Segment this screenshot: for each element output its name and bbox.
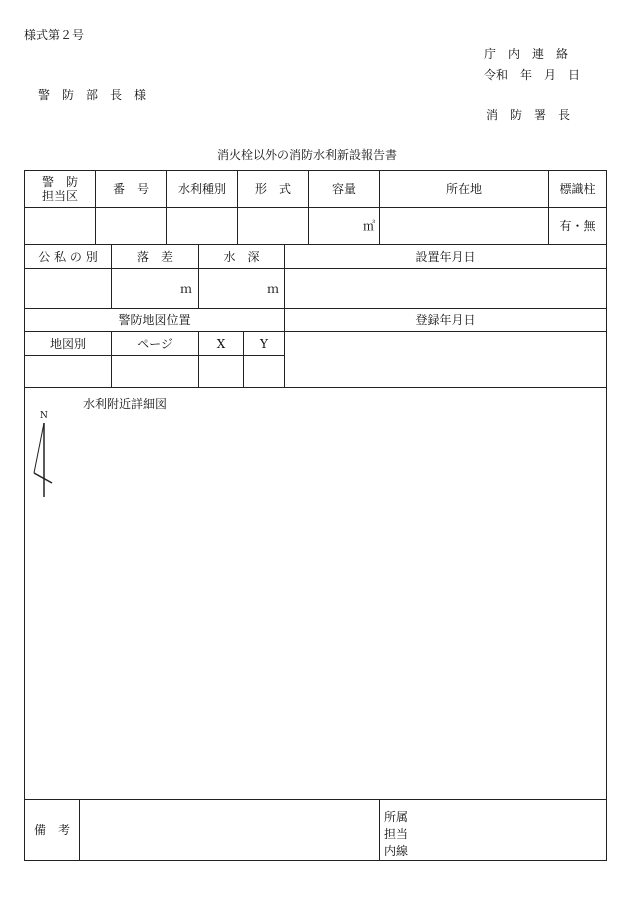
page-header: ページ [137,336,173,351]
north-label: N [40,411,48,421]
install-date-header: 設置年月日 [415,249,476,264]
detail-map-area[interactable] [25,388,606,799]
internal-routing-label: 庁 内 連 絡 [484,47,569,61]
district-header-line2: 担当区 [41,189,78,203]
location-header: 所在地 [445,182,482,196]
sender: 消 防 署 長 [486,108,571,122]
location-field[interactable] [380,208,548,244]
capacity-unit: ㎥ [362,219,375,233]
sign-post-header: 標識柱 [559,182,596,196]
head-drop-unit: ｍ [179,281,192,296]
head-drop-header: 落 差 [136,249,173,264]
depth-unit: ｍ [266,281,279,296]
report-form [24,170,607,861]
district-header [25,171,95,207]
capacity-field[interactable] [309,208,375,244]
register-date-field[interactable] [285,332,606,387]
remarks-label: 備 考 [33,823,70,837]
date-line: 令和 年 月 日 [484,68,581,82]
register-date-header: 登録年月日 [415,313,476,327]
head-drop-field[interactable] [112,269,192,308]
detail-map-label: 水利附近詳細図 [83,397,168,411]
y-field[interactable] [244,356,284,387]
remarks-field[interactable] [80,800,379,860]
install-date-field[interactable] [285,269,606,308]
depth-field[interactable] [199,269,279,308]
number-header: 番 号 [112,182,149,196]
ownership-field[interactable] [25,269,111,308]
number-field[interactable] [96,208,166,244]
ownership-header: 公 私 の 別 [38,249,98,264]
water-type-header: 水利種別 [177,182,226,196]
document-title: 消火栓以外の消防水利新設報告書 [217,148,398,162]
depth-header: 水 深 [223,249,260,264]
form-type-header: 形 式 [254,182,291,196]
capacity-header: 容量 [331,182,356,196]
affiliation-label: 所属 [384,810,409,824]
water-type-field[interactable] [167,208,237,244]
sign-post-choice[interactable]: 有・無 [559,219,596,233]
north-arrow-icon [25,421,65,501]
extension-label: 内線 [384,844,409,858]
contact-block [384,809,408,860]
district-field[interactable] [25,208,95,244]
page-field[interactable] [112,356,198,387]
form-number: 様式第２号 [24,28,85,42]
addressee: 警 防 部 長 様 [38,88,147,102]
district-header-line1: 警 防 [41,175,78,189]
map-position-header: 警防地図位置 [118,313,191,327]
form-type-field[interactable] [238,208,308,244]
x-header: X [216,336,226,351]
y-header: Y [260,336,268,351]
person-label: 担当 [384,827,409,841]
map-book-header: 地図別 [49,336,86,351]
x-field[interactable] [199,356,243,387]
map-book-field[interactable] [25,356,111,387]
